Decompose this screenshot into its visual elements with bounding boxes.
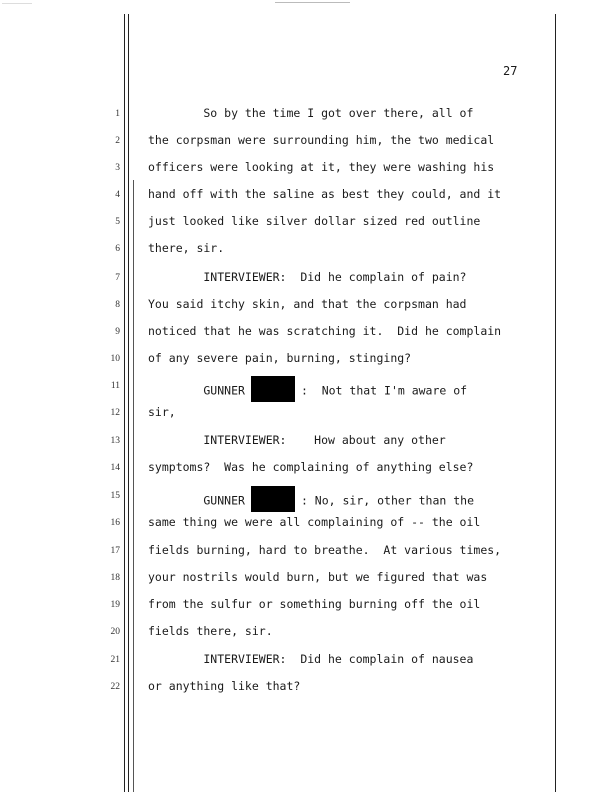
transcript-line: hand off with the saline as best they could, and it <box>148 187 502 201</box>
line-number: 9 <box>115 327 120 337</box>
transcript-line: INTERVIEWER: How about any other <box>148 433 446 447</box>
transcript-line: there, sir. <box>148 241 225 255</box>
line-number: 2 <box>115 136 120 146</box>
transcript-line: or anything like that? <box>148 679 301 693</box>
transcript-line: noticed that he was scratching it. Did he complain <box>148 324 502 338</box>
line-number: 19 <box>110 600 120 610</box>
transcript-line: the corpsman were surrounding him, the two medical <box>148 133 495 147</box>
line-number: 17 <box>110 546 120 556</box>
line-number: 11 <box>110 381 120 391</box>
line-number: 20 <box>110 627 120 637</box>
speaker-label: GUNNER <box>148 493 245 508</box>
transcript-line: officers were looking at it, they were washing his <box>148 160 495 174</box>
line-number: 15 <box>110 491 120 501</box>
redaction-box <box>251 486 295 512</box>
line-number: 7 <box>115 273 120 283</box>
line-number: 4 <box>115 190 120 200</box>
speaker-label: GUNNER <box>148 383 245 398</box>
line-number: 22 <box>110 682 120 692</box>
transcript-line <box>148 488 474 514</box>
line-number: 8 <box>115 300 120 310</box>
line-number: 12 <box>110 408 120 418</box>
transcript-line: of any severe pain, burning, stinging? <box>148 351 412 365</box>
line-number: 13 <box>110 436 120 446</box>
line-number: 10 <box>110 354 120 364</box>
transcript-line: from the sulfur or something burning off the oil <box>148 597 481 611</box>
transcript-line: symptoms? Was he complaining of anything else? <box>148 460 474 474</box>
line-number: 14 <box>110 463 120 473</box>
transcript-line <box>148 378 467 404</box>
line-number: 18 <box>110 573 120 583</box>
transcript-line: You said itchy skin, and that the corpsman had <box>148 297 467 311</box>
line-number: 16 <box>110 518 120 528</box>
transcript-line: So by the time I got over there, all of <box>148 106 474 120</box>
transcript-line: same thing we were all complaining of -- the oil <box>148 515 481 529</box>
transcript-line: fields burning, hard to breathe. At various times, <box>148 543 502 557</box>
transcript-line: your nostrils would burn, but we figured that was <box>148 570 488 584</box>
transcript-line: INTERVIEWER: Did he complain of pain? <box>148 270 467 284</box>
transcript-line: just looked like silver dollar sized red outline <box>148 214 481 228</box>
top-scan-mark <box>275 2 350 3</box>
left-margin-rule-outer <box>124 14 125 792</box>
line-number: 5 <box>115 217 120 227</box>
right-margin-rule <box>555 14 556 792</box>
redaction-box <box>251 376 295 402</box>
left-margin-rule-third <box>133 180 134 792</box>
page-number: 27 <box>503 64 518 78</box>
speaker-text: : No, sir, other than the <box>300 493 475 508</box>
line-number: 1 <box>115 109 120 119</box>
line-number: 6 <box>115 244 120 254</box>
top-left-scan-mark <box>2 3 32 4</box>
line-number: 3 <box>115 163 120 173</box>
transcript-line: sir, <box>148 405 176 419</box>
transcript-line: fields there, sir. <box>148 624 273 638</box>
line-number: 21 <box>110 655 120 665</box>
speaker-text: : Not that I'm aware of <box>300 383 468 398</box>
left-margin-rule-inner <box>128 14 129 792</box>
transcript-line: INTERVIEWER: Did he complain of nausea <box>148 652 474 666</box>
